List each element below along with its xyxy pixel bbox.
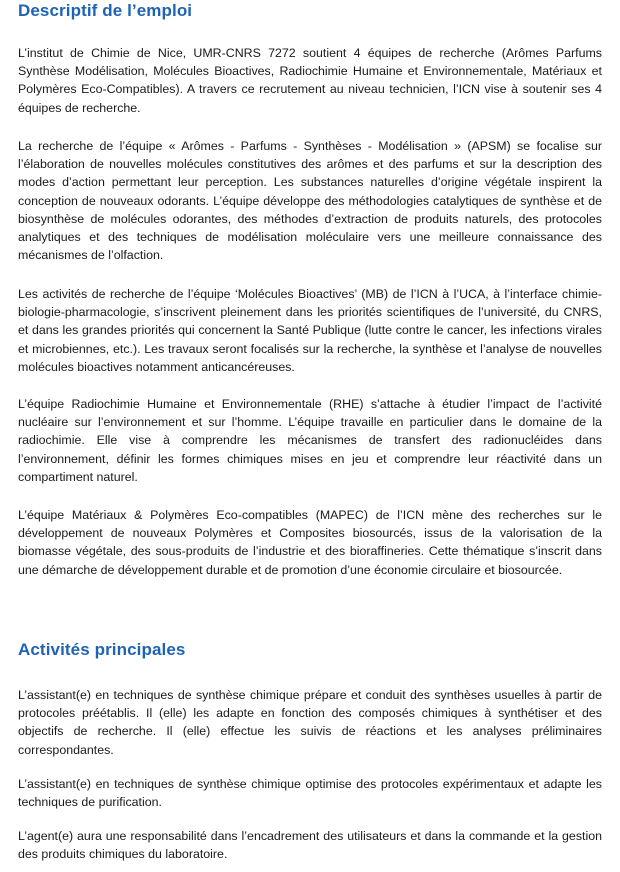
descriptif-paragraph-icn: L’institut de Chimie de Nice, UMR-CNRS 7272 soutient 4 équipes de recherche (Arômes Parfums Synthèse Modélisation, Molécules Bioactives, Radiochimie Humaine et Environnementale, Matériaux et Polymères Eco-Compatibles). A travers ce recrutement au niveau technicien, l’ICN vise à soutenir ses 4 équipes de recherche. (18, 46, 602, 115)
activites-paragraph-optimisation: L’assistant(e) en techniques de synthèse chimique optimise des protocoles expérimentaux et adapte les techniques de purification. (18, 777, 602, 810)
activites-section-title: Activités principales (18, 640, 186, 659)
activites-paragraph-synthese: L’assistant(e) en techniques de synthèse chimique prépare et conduit des synthèses usuelles à partir de protocoles préétablis. Il (elle) les adapte en fonction des composés chimiques à synthétiser et des objectifs de recherche. Il (elle) effectue les suivis de réactions et les analyses préliminaires correspondantes. (18, 688, 602, 757)
descriptif-section-title: Descriptif de l’emploi (18, 1, 193, 20)
descriptif-paragraph-mapec: L’équipe Matériaux & Polymères Eco-compatibles (MAPEC) de l’ICN mène des recherches sur le développement de nouveaux Polymères et Composites biosourcés, issus de la valorisation de la biomasse végétale, des sous-produits de l’industrie et des bioraffineries. Cette thématique s’inscrit dans une démarche de développement durable et de promotion d’une économie circulaire et biosourcée. (18, 508, 602, 577)
descriptif-paragraph-mb: Les activités de recherche de l’équipe ‘Molécules Bioactives’ (MB) de l’ICN à l’UCA, à l’interface chimie-biologie-pharmacologie, s’inscrivent pleinement dans les priorités scientifiques de l’université, du CNRS, et dans les grandes priorités qui concernent la Santé Publique (lutte contre le cancer, les infections virales et microbiennes, etc.). Les travaux seront focalisés sur la recherche, la synthèse et l’analyse de nouvelles molécules bioactives notamment anticancéreuses. (18, 287, 602, 374)
descriptif-paragraph-rhe: L’équipe Radiochimie Humaine et Environnementale (RHE) s’attache à étudier l’impact de l’activité nucléaire sur l’environnement et sur l’homme. L’équipe travaille en particulier dans le domaine de la radiochimie. Elle vise à comprendre les mécanismes de transfert des radionucléides dans l’environnement, définir les formes chimiques mises en jeu et comprendre leur réactivité dans un compartiment naturel. (18, 397, 602, 484)
activites-paragraph-encadrement: L’agent(e) aura une responsabilité dans l’encadrement des utilisateurs et dans la commande et la gestion des produits chimiques du laboratoire. (18, 829, 602, 862)
descriptif-paragraph-apsm: La recherche de l’équipe « Arômes - Parfums - Synthèses - Modélisation » (APSM) se focalise sur l’élaboration de nouvelles molécules constitutives des arômes et des parfums et sur la description des modes d’action permettant leur perception. Les substances naturelles d’origine végétale inspirent la conception de nouveaux odorants. L’équipe développe des méthodologies catalytiques de synthèse et de biosynthèse de molécules odorantes, des méthodes d’extraction de produits naturels, des protocoles analytiques et des techniques de modélisation moléculaire vers une meilleure connaissance des mécanismes de l’olfaction. (18, 139, 602, 263)
